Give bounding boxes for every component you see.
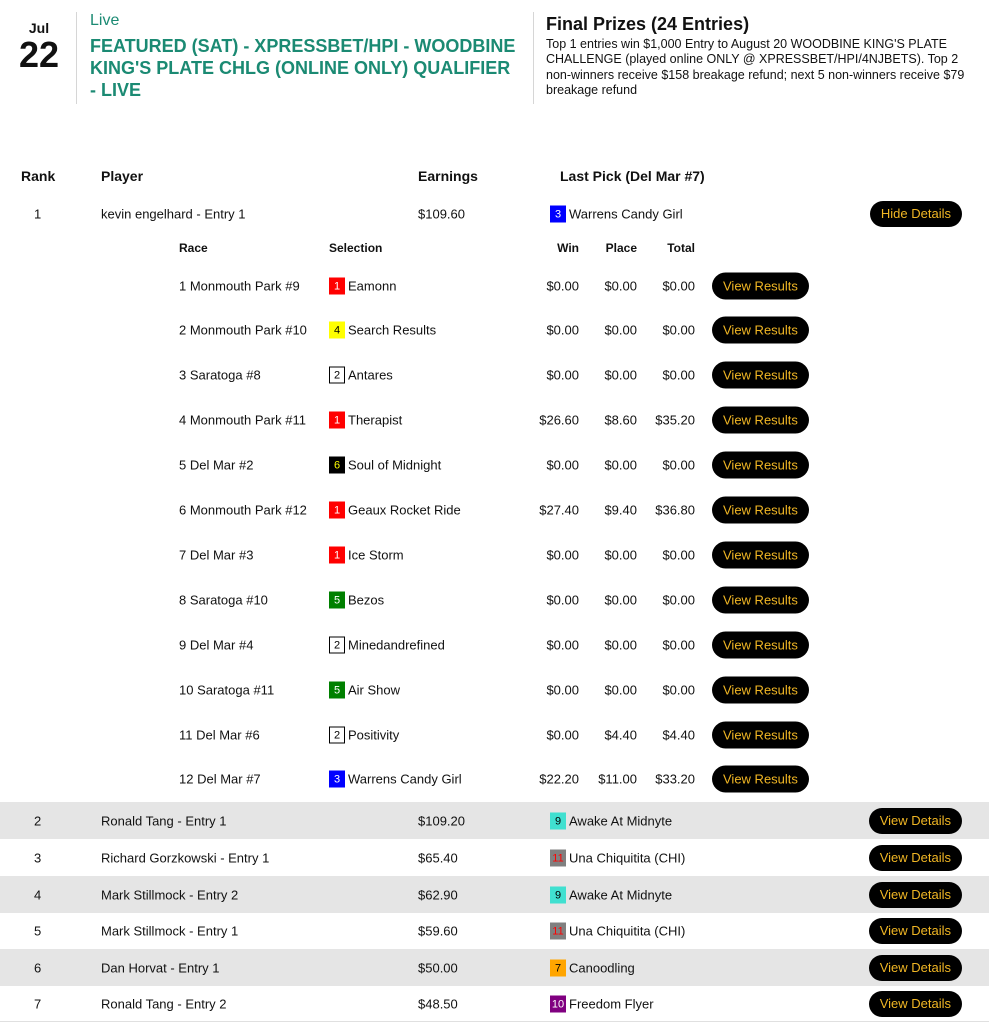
saddle-cloth-number: 5 bbox=[329, 591, 345, 608]
place-cell: $0.00 bbox=[604, 592, 637, 608]
saddle-cloth-number: 1 bbox=[329, 412, 345, 429]
saddle-cloth-number: 7 bbox=[550, 959, 566, 976]
last-pick-name: Awake At Midnyte bbox=[569, 887, 673, 902]
last-pick bbox=[550, 206, 683, 223]
event-status: Live bbox=[90, 12, 120, 29]
total-cell: $0.00 bbox=[662, 367, 695, 383]
detail-row bbox=[0, 757, 989, 802]
selection-cell bbox=[329, 591, 384, 608]
column-header-earnings: Earnings bbox=[418, 168, 478, 184]
last-pick bbox=[550, 849, 685, 866]
selection-name: Minedandrefined bbox=[348, 637, 445, 653]
win-cell: $0.00 bbox=[546, 637, 579, 653]
selection-name: Antares bbox=[348, 367, 393, 383]
total-cell: $0.00 bbox=[662, 278, 695, 293]
player-name: Mark Stillmock - Entry 1 bbox=[101, 923, 239, 938]
prizes-description: Top 1 entries win $1,000 Entry to August 20 WOODBINE KING'S PLATE CHALLENGE (played online ONLY @ XPRESSBET/HPI/4NJBETS). Top 2 non-winners receive $158 breakage refund; next 5 non-winners receive $79 breakage refund bbox=[546, 37, 965, 97]
race-cell: 2 Monmouth Park #10 bbox=[179, 322, 307, 338]
player-name: Mark Stillmock - Entry 2 bbox=[101, 887, 239, 902]
win-cell: $0.00 bbox=[546, 547, 579, 563]
total-cell: $0.00 bbox=[662, 547, 695, 563]
saddle-cloth-number: 4 bbox=[329, 322, 345, 339]
win-cell: $22.20 bbox=[539, 771, 579, 787]
earnings-cell: $109.60 bbox=[418, 206, 465, 222]
last-pick-name: Una Chiquitita (CHI) bbox=[569, 923, 686, 938]
detail-row bbox=[0, 308, 989, 353]
win-cell: $0.00 bbox=[546, 367, 579, 383]
last-pick-name: Una Chiquitita (CHI) bbox=[569, 850, 686, 865]
view-results-button[interactable]: View Results bbox=[712, 721, 809, 748]
view-results-button[interactable]: View Results bbox=[712, 452, 809, 479]
race-cell: 12 Del Mar #7 bbox=[179, 771, 261, 787]
selection-name: Warrens Candy Girl bbox=[348, 771, 462, 787]
column-header-rank: Rank bbox=[21, 168, 56, 184]
last-pick bbox=[550, 922, 685, 939]
saddle-cloth-number: 6 bbox=[329, 457, 345, 474]
saddle-cloth-number: 5 bbox=[329, 681, 345, 698]
total-cell: $0.00 bbox=[662, 682, 695, 698]
column-header-last-pick: Last Pick (Del Mar #7) bbox=[560, 168, 705, 184]
place-cell: $0.00 bbox=[604, 278, 637, 293]
place-cell: $0.00 bbox=[604, 682, 637, 698]
selection-cell bbox=[329, 457, 441, 474]
rank-cell: 4 bbox=[34, 887, 42, 902]
table-row bbox=[0, 839, 989, 876]
rank-cell: 5 bbox=[34, 923, 42, 938]
last-pick-name: Freedom Flyer bbox=[569, 996, 654, 1011]
rank-cell: 1 bbox=[34, 206, 42, 222]
win-cell: $0.00 bbox=[546, 278, 579, 293]
selection-name: Ice Storm bbox=[348, 547, 404, 563]
race-cell: 9 Del Mar #4 bbox=[179, 637, 254, 653]
saddle-cloth-number: 3 bbox=[550, 206, 566, 223]
last-pick bbox=[550, 959, 635, 976]
table-row bbox=[0, 802, 989, 839]
last-pick-name: Awake At Midnyte bbox=[569, 813, 673, 828]
saddle-cloth-number: 2 bbox=[329, 726, 345, 743]
win-cell: $0.00 bbox=[546, 682, 579, 698]
player-name: kevin engelhard - Entry 1 bbox=[101, 206, 246, 222]
race-cell: 5 Del Mar #2 bbox=[179, 457, 254, 473]
player-name: Richard Gorzkowski - Entry 1 bbox=[101, 850, 270, 865]
view-results-button[interactable]: View Results bbox=[712, 586, 809, 613]
view-details-button[interactable]: View Details bbox=[869, 808, 962, 834]
earnings-cell: $59.60 bbox=[418, 923, 458, 938]
selection-cell bbox=[329, 412, 402, 429]
detail-row bbox=[0, 398, 989, 443]
view-details-button[interactable]: View Details bbox=[869, 991, 962, 1017]
total-cell: $0.00 bbox=[662, 637, 695, 653]
total-cell: $35.20 bbox=[655, 412, 695, 428]
selection-cell bbox=[329, 502, 461, 519]
view-results-button[interactable]: View Results bbox=[712, 317, 809, 344]
win-cell: $0.00 bbox=[546, 727, 579, 742]
selection-name: Search Results bbox=[348, 322, 437, 338]
detail-row bbox=[0, 488, 989, 533]
detail-header-race: Race bbox=[179, 241, 208, 255]
selection-cell bbox=[329, 367, 393, 384]
place-cell: $0.00 bbox=[604, 367, 637, 383]
event-month: Jul bbox=[28, 20, 50, 36]
last-pick bbox=[550, 812, 672, 829]
race-cell: 6 Monmouth Park #12 bbox=[179, 502, 307, 518]
detail-row bbox=[0, 712, 989, 757]
saddle-cloth-number: 9 bbox=[550, 812, 566, 829]
saddle-cloth-number: 11 bbox=[550, 849, 566, 866]
selection-name: Positivity bbox=[348, 727, 400, 742]
selection-name: Soul of Midnight bbox=[348, 457, 442, 473]
race-cell: 11 Del Mar #6 bbox=[179, 727, 260, 742]
event-title: FEATURED (SAT) - XPRESSBET/HPI - WOODBINE KING'S PLATE CHLG (ONLINE ONLY) QUALIFIER - LIVE bbox=[90, 36, 516, 100]
view-results-button[interactable]: View Results bbox=[712, 272, 809, 299]
earnings-cell: $62.90 bbox=[418, 887, 458, 902]
race-cell: 4 Monmouth Park #11 bbox=[179, 412, 306, 428]
total-cell: $4.40 bbox=[662, 727, 695, 742]
detail-row bbox=[0, 353, 989, 398]
view-results-button[interactable]: View Results bbox=[712, 362, 809, 389]
last-pick-name: Warrens Candy Girl bbox=[569, 206, 683, 222]
view-results-button[interactable]: View Results bbox=[712, 407, 809, 434]
selection-cell bbox=[329, 546, 404, 563]
saddle-cloth-number: 10 bbox=[550, 995, 566, 1012]
saddle-cloth-number: 3 bbox=[329, 771, 345, 788]
race-cell: 10 Saratoga #11 bbox=[179, 682, 275, 698]
detail-header-place: Place bbox=[605, 241, 637, 255]
view-results-button[interactable]: View Results bbox=[712, 497, 809, 524]
view-results-button[interactable]: View Results bbox=[712, 676, 809, 703]
total-cell: $36.80 bbox=[655, 502, 695, 518]
earnings-cell: $109.20 bbox=[418, 813, 465, 828]
view-details-button[interactable]: View Details bbox=[869, 955, 962, 981]
earnings-cell: $48.50 bbox=[418, 996, 458, 1011]
place-cell: $0.00 bbox=[604, 457, 637, 473]
place-cell: $0.00 bbox=[604, 547, 637, 563]
saddle-cloth-number: 1 bbox=[329, 546, 345, 563]
player-name: Ronald Tang - Entry 1 bbox=[101, 813, 227, 828]
table-bottom-border bbox=[0, 1021, 989, 1022]
selection-cell bbox=[329, 681, 400, 698]
saddle-cloth-number: 9 bbox=[550, 886, 566, 903]
race-cell: 3 Saratoga #8 bbox=[179, 367, 261, 383]
column-header-player: Player bbox=[101, 168, 144, 184]
detail-header-win: Win bbox=[557, 241, 579, 255]
detail-header-total: Total bbox=[667, 241, 695, 255]
view-results-button[interactable]: View Results bbox=[712, 631, 809, 658]
total-cell: $33.20 bbox=[655, 771, 695, 787]
last-pick-name: Canoodling bbox=[569, 960, 635, 975]
view-results-button[interactable]: View Results bbox=[712, 766, 809, 793]
win-cell: $0.00 bbox=[546, 592, 579, 608]
prizes-title: Final Prizes (24 Entries) bbox=[546, 14, 750, 34]
selection-cell bbox=[329, 636, 445, 653]
place-cell: $8.60 bbox=[604, 412, 637, 428]
view-details-button[interactable]: View Details bbox=[869, 845, 962, 871]
win-cell: $27.40 bbox=[539, 502, 579, 518]
place-cell: $0.00 bbox=[604, 322, 637, 338]
selection-cell bbox=[329, 322, 436, 339]
table-row bbox=[0, 949, 989, 986]
saddle-cloth-number: 11 bbox=[550, 922, 566, 939]
selection-name: Therapist bbox=[348, 412, 403, 428]
player-name: Ronald Tang - Entry 2 bbox=[101, 996, 227, 1011]
table-row bbox=[0, 912, 989, 949]
rank-cell: 6 bbox=[34, 960, 42, 975]
event-day: 22 bbox=[18, 34, 60, 75]
event-date bbox=[14, 20, 64, 74]
view-details-button[interactable]: View Details bbox=[869, 918, 962, 944]
detail-row bbox=[0, 263, 989, 308]
earnings-cell: $65.40 bbox=[418, 850, 458, 865]
place-cell: $4.40 bbox=[604, 727, 637, 742]
race-cell: 1 Monmouth Park #9 bbox=[179, 278, 300, 293]
win-cell: $26.60 bbox=[539, 412, 579, 428]
place-cell: $0.00 bbox=[604, 637, 637, 653]
detail-row bbox=[0, 667, 989, 712]
total-cell: $0.00 bbox=[662, 592, 695, 608]
selection-name: Eamonn bbox=[348, 278, 397, 293]
place-cell: $11.00 bbox=[598, 771, 637, 787]
selection-name: Geaux Rocket Ride bbox=[348, 502, 461, 518]
race-cell: 7 Del Mar #3 bbox=[179, 547, 254, 563]
total-cell: $0.00 bbox=[662, 457, 695, 473]
saddle-cloth-number: 2 bbox=[329, 367, 345, 384]
last-pick bbox=[550, 995, 654, 1012]
table-row bbox=[0, 985, 989, 1022]
table-row bbox=[0, 196, 989, 232]
detail-row bbox=[0, 532, 989, 577]
last-pick bbox=[550, 886, 672, 903]
rank-cell: 2 bbox=[34, 813, 42, 828]
place-cell: $9.40 bbox=[604, 502, 637, 518]
total-cell: $0.00 bbox=[662, 322, 695, 338]
saddle-cloth-number: 1 bbox=[329, 502, 345, 519]
selection-name: Bezos bbox=[348, 592, 385, 608]
detail-row bbox=[0, 577, 989, 622]
detail-row bbox=[0, 622, 989, 667]
view-results-button[interactable]: View Results bbox=[712, 541, 809, 568]
player-name: Dan Horvat - Entry 1 bbox=[101, 960, 220, 975]
saddle-cloth-number: 1 bbox=[329, 277, 345, 294]
table-row bbox=[0, 876, 989, 913]
header-divider bbox=[76, 12, 77, 104]
rank-cell: 3 bbox=[34, 850, 42, 865]
saddle-cloth-number: 2 bbox=[329, 636, 345, 653]
win-cell: $0.00 bbox=[546, 322, 579, 338]
detail-header-selection: Selection bbox=[329, 241, 383, 255]
detail-row bbox=[0, 443, 989, 488]
race-cell: 8 Saratoga #10 bbox=[179, 592, 268, 608]
selection-name: Air Show bbox=[348, 682, 401, 698]
selection-cell bbox=[329, 771, 462, 788]
header-divider bbox=[533, 12, 534, 104]
hide-details-button[interactable]: Hide Details bbox=[870, 201, 962, 227]
selection-cell bbox=[329, 277, 396, 294]
rank-cell: 7 bbox=[34, 996, 42, 1011]
view-details-button[interactable]: View Details bbox=[869, 882, 962, 908]
earnings-cell: $50.00 bbox=[418, 960, 458, 975]
win-cell: $0.00 bbox=[546, 457, 579, 473]
selection-cell bbox=[329, 726, 399, 743]
